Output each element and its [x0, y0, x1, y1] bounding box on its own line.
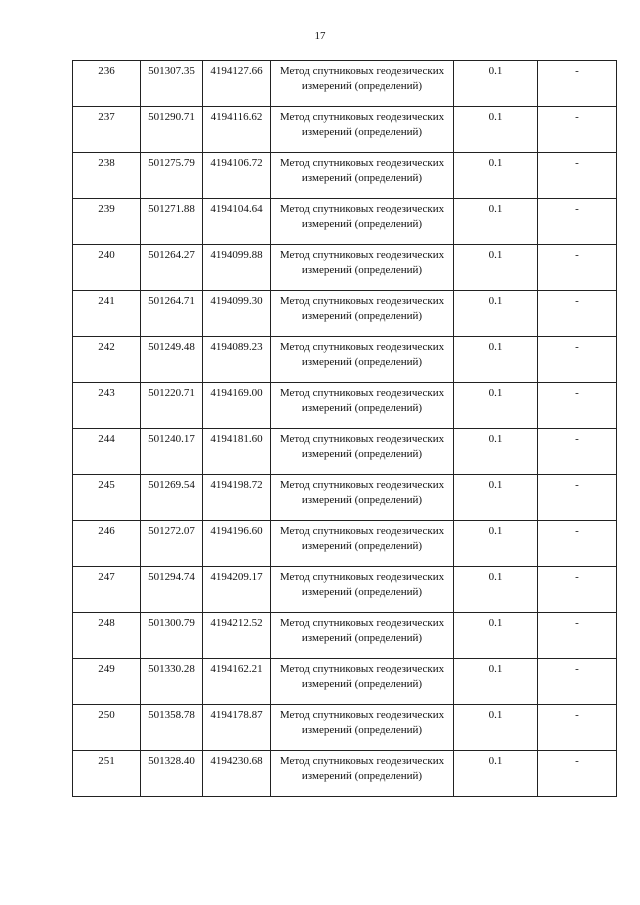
- point-number-cell: 241: [73, 291, 141, 337]
- table-row: [73, 429, 617, 475]
- coordinate-y-cell: 4194198.72: [203, 475, 271, 521]
- coordinate-x-cell: 501358.78: [141, 705, 203, 751]
- coordinate-y-cell: 4194212.52: [203, 613, 271, 659]
- table-row: [73, 199, 617, 245]
- coordinate-x-cell: 501290.71: [141, 107, 203, 153]
- method-cell: Метод спутниковых геодезических измерений (определений): [271, 613, 454, 659]
- coordinate-y-cell: 4194104.64: [203, 199, 271, 245]
- coordinate-y-cell: 4194099.30: [203, 291, 271, 337]
- accuracy-cell: 0.1: [454, 153, 538, 199]
- coordinates-table-body: [73, 61, 617, 797]
- accuracy-cell: 0.1: [454, 107, 538, 153]
- coordinate-y-cell: 4194099.88: [203, 245, 271, 291]
- table-row: [73, 705, 617, 751]
- extra-cell: -: [538, 291, 617, 337]
- point-number-cell: 248: [73, 613, 141, 659]
- coordinate-y-cell: 4194127.66: [203, 61, 271, 107]
- method-cell: Метод спутниковых геодезических измерений (определений): [271, 383, 454, 429]
- point-number-cell: 245: [73, 475, 141, 521]
- extra-cell: -: [538, 475, 617, 521]
- method-cell: Метод спутниковых геодезических измерений (определений): [271, 475, 454, 521]
- coordinate-x-cell: 501272.07: [141, 521, 203, 567]
- coordinate-x-cell: 501300.79: [141, 613, 203, 659]
- extra-cell: -: [538, 383, 617, 429]
- point-number-cell: 246: [73, 521, 141, 567]
- method-cell: Метод спутниковых геодезических измерений (определений): [271, 245, 454, 291]
- point-number-cell: 249: [73, 659, 141, 705]
- coordinate-x-cell: 501269.54: [141, 475, 203, 521]
- coordinate-x-cell: 501307.35: [141, 61, 203, 107]
- point-number-cell: 242: [73, 337, 141, 383]
- coordinate-y-cell: 4194169.00: [203, 383, 271, 429]
- point-number-cell: 251: [73, 751, 141, 797]
- table-row: [73, 153, 617, 199]
- coordinate-x-cell: 501220.71: [141, 383, 203, 429]
- point-number-cell: 247: [73, 567, 141, 613]
- table-row: [73, 613, 617, 659]
- method-cell: Метод спутниковых геодезических измерений (определений): [271, 107, 454, 153]
- extra-cell: -: [538, 659, 617, 705]
- accuracy-cell: 0.1: [454, 659, 538, 705]
- coordinates-table: [72, 60, 617, 797]
- coordinate-y-cell: 4194178.87: [203, 705, 271, 751]
- extra-cell: -: [538, 429, 617, 475]
- accuracy-cell: 0.1: [454, 521, 538, 567]
- method-cell: Метод спутниковых геодезических измерений (определений): [271, 337, 454, 383]
- table-row: [73, 751, 617, 797]
- coordinate-y-cell: 4194230.68: [203, 751, 271, 797]
- coordinate-x-cell: 501264.27: [141, 245, 203, 291]
- point-number-cell: 236: [73, 61, 141, 107]
- method-cell: Метод спутниковых геодезических измерений (определений): [271, 291, 454, 337]
- accuracy-cell: 0.1: [454, 337, 538, 383]
- accuracy-cell: 0.1: [454, 429, 538, 475]
- coordinate-y-cell: 4194181.60: [203, 429, 271, 475]
- extra-cell: -: [538, 199, 617, 245]
- extra-cell: -: [538, 153, 617, 199]
- table-row: [73, 475, 617, 521]
- extra-cell: -: [538, 337, 617, 383]
- table-row: [73, 521, 617, 567]
- accuracy-cell: 0.1: [454, 613, 538, 659]
- point-number-cell: 240: [73, 245, 141, 291]
- method-cell: Метод спутниковых геодезических измерений (определений): [271, 567, 454, 613]
- coordinate-x-cell: 501271.88: [141, 199, 203, 245]
- extra-cell: -: [538, 61, 617, 107]
- method-cell: Метод спутниковых геодезических измерений (определений): [271, 521, 454, 567]
- method-cell: Метод спутниковых геодезических измерений (определений): [271, 153, 454, 199]
- extra-cell: -: [538, 107, 617, 153]
- method-cell: Метод спутниковых геодезических измерений (определений): [271, 199, 454, 245]
- coordinate-y-cell: 4194196.60: [203, 521, 271, 567]
- extra-cell: -: [538, 521, 617, 567]
- table-row: [73, 245, 617, 291]
- table-row: [73, 383, 617, 429]
- coordinate-x-cell: 501275.79: [141, 153, 203, 199]
- accuracy-cell: 0.1: [454, 567, 538, 613]
- point-number-cell: 244: [73, 429, 141, 475]
- accuracy-cell: 0.1: [454, 291, 538, 337]
- coordinate-x-cell: 501264.71: [141, 291, 203, 337]
- accuracy-cell: 0.1: [454, 61, 538, 107]
- accuracy-cell: 0.1: [454, 705, 538, 751]
- point-number-cell: 243: [73, 383, 141, 429]
- table-row: [73, 659, 617, 705]
- extra-cell: -: [538, 567, 617, 613]
- extra-cell: -: [538, 751, 617, 797]
- table-row: [73, 291, 617, 337]
- coordinate-y-cell: 4194209.17: [203, 567, 271, 613]
- point-number-cell: 239: [73, 199, 141, 245]
- coordinate-x-cell: 501249.48: [141, 337, 203, 383]
- extra-cell: -: [538, 613, 617, 659]
- accuracy-cell: 0.1: [454, 751, 538, 797]
- accuracy-cell: 0.1: [454, 383, 538, 429]
- coordinate-y-cell: 4194089.23: [203, 337, 271, 383]
- method-cell: Метод спутниковых геодезических измерений (определений): [271, 61, 454, 107]
- table-row: [73, 337, 617, 383]
- table-row: [73, 107, 617, 153]
- accuracy-cell: 0.1: [454, 475, 538, 521]
- accuracy-cell: 0.1: [454, 199, 538, 245]
- coordinate-y-cell: 4194162.21: [203, 659, 271, 705]
- page-number: 17: [314, 30, 326, 42]
- coordinate-x-cell: 501328.40: [141, 751, 203, 797]
- coordinate-x-cell: 501240.17: [141, 429, 203, 475]
- method-cell: Метод спутниковых геодезических измерений (определений): [271, 751, 454, 797]
- table-row: [73, 61, 617, 107]
- method-cell: Метод спутниковых геодезических измерений (определений): [271, 659, 454, 705]
- method-cell: Метод спутниковых геодезических измерений (определений): [271, 705, 454, 751]
- extra-cell: -: [538, 705, 617, 751]
- extra-cell: -: [538, 245, 617, 291]
- coordinate-y-cell: 4194116.62: [203, 107, 271, 153]
- accuracy-cell: 0.1: [454, 245, 538, 291]
- point-number-cell: 238: [73, 153, 141, 199]
- coordinate-x-cell: 501294.74: [141, 567, 203, 613]
- point-number-cell: 250: [73, 705, 141, 751]
- coordinate-x-cell: 501330.28: [141, 659, 203, 705]
- coordinate-y-cell: 4194106.72: [203, 153, 271, 199]
- method-cell: Метод спутниковых геодезических измерений (определений): [271, 429, 454, 475]
- point-number-cell: 237: [73, 107, 141, 153]
- table-row: [73, 567, 617, 613]
